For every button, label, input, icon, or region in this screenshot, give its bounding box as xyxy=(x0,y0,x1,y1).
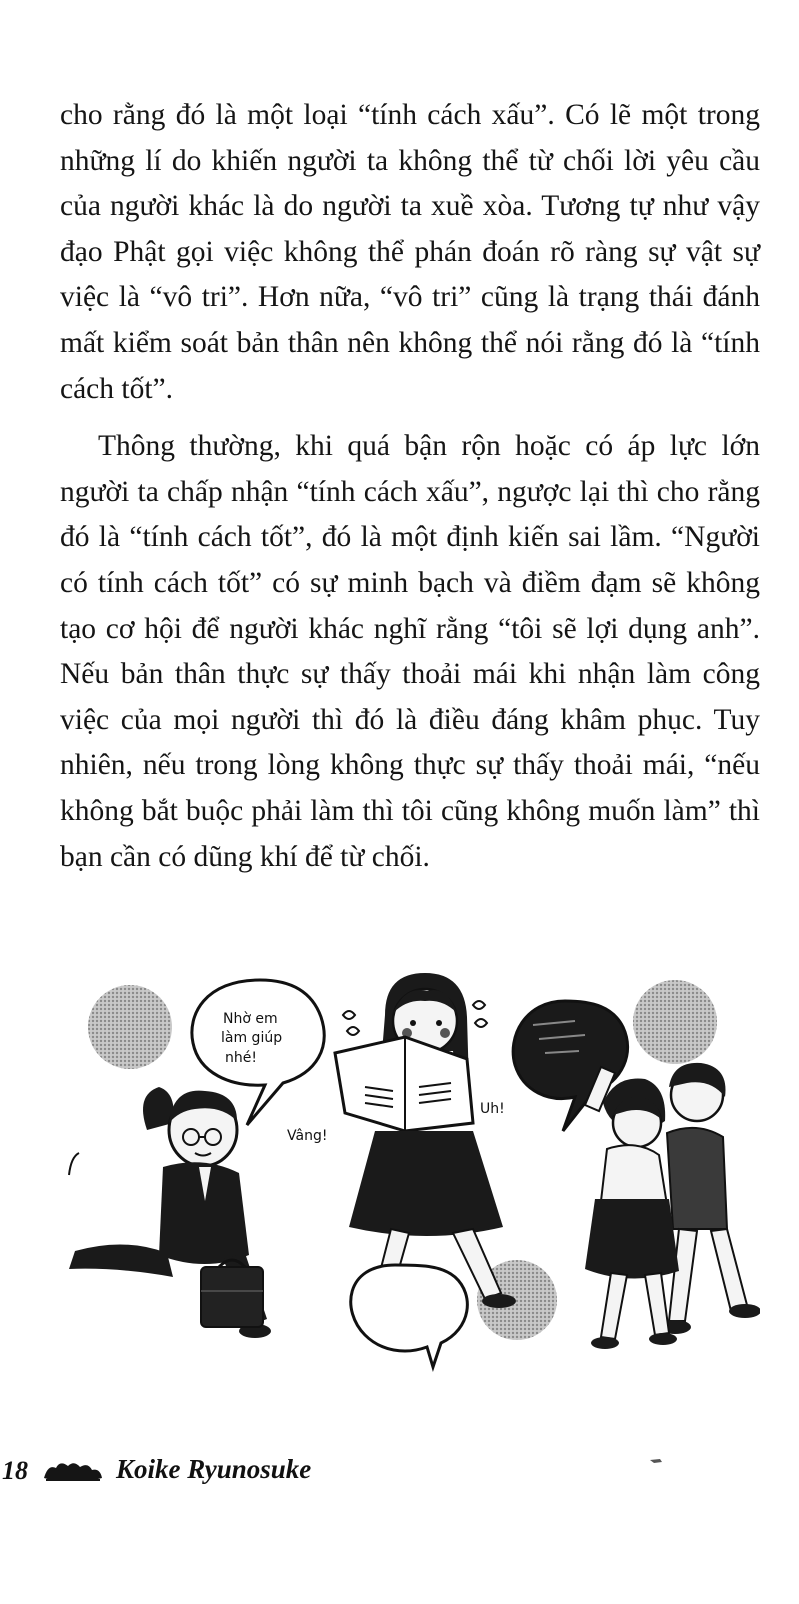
body-text xyxy=(60,93,760,880)
flower-ornament-icon xyxy=(42,1458,104,1484)
exclaim-label: Uh! xyxy=(480,1101,505,1117)
bubble-request-line2: làm giúp xyxy=(221,1030,283,1046)
page-number: 18 xyxy=(2,1456,28,1485)
print-speck xyxy=(650,1458,662,1464)
paragraph-2: Thông thường, khi quá bận rộn hoặc có áp lực lớn người ta chấp nhận “tính cách xấu”, ngược lại thì cho rằng đó là “tính cách tốt”, đó là một định kiến sai lầm. “Người có tính cách tốt” có sự minh bạch và điềm đạm sẽ không tạo cơ hội để người khác nghĩ rằng “tôi sẽ lợi dụng anh”. Nếu bản thân thực sự thấy thoải mái khi nhận làm công việc của mọi người thì đó là điều đáng khâm phục. Tuy nhiên, nếu trong lòng không thực sự thấy thoải mái, “nếu không bắt buộc phải làm thì tôi cũng không muốn làm” thì bạn cần có dũng khí để từ chối. xyxy=(60,430,760,873)
halftone-circle xyxy=(633,980,717,1064)
page-footer xyxy=(0,1452,799,1496)
bubble-request-line3: nhé! xyxy=(225,1050,257,1066)
cartoon-illustration xyxy=(55,955,760,1385)
paragraph-1: cho rằng đó là một loại “tính cách xấu”. Có lẽ một trong những lí do khiến người ta không thể từ chối lời yêu cầu của người khác là do người ta xuề xòa. Tương tự như vậy đạo Phật gọi việc không thể phán đoán rõ ràng sự vật sự việc là “vô tri”. Hơn nữa, “vô tri” cũng là trạng thái đánh mất kiểm soát bản thân nên không thể nói rằng đó là “tính cách tốt”. xyxy=(60,99,760,405)
empty-speech-bubble xyxy=(351,1265,468,1367)
author-name: Koike Ryunosuke xyxy=(116,1454,312,1484)
couple-figure xyxy=(585,1063,760,1349)
halftone-circle xyxy=(88,985,172,1069)
reply-label: Vâng! xyxy=(287,1128,328,1144)
man-in-suit-figure xyxy=(69,1087,271,1338)
bubble-request-line1: Nhờ em xyxy=(223,1011,278,1027)
